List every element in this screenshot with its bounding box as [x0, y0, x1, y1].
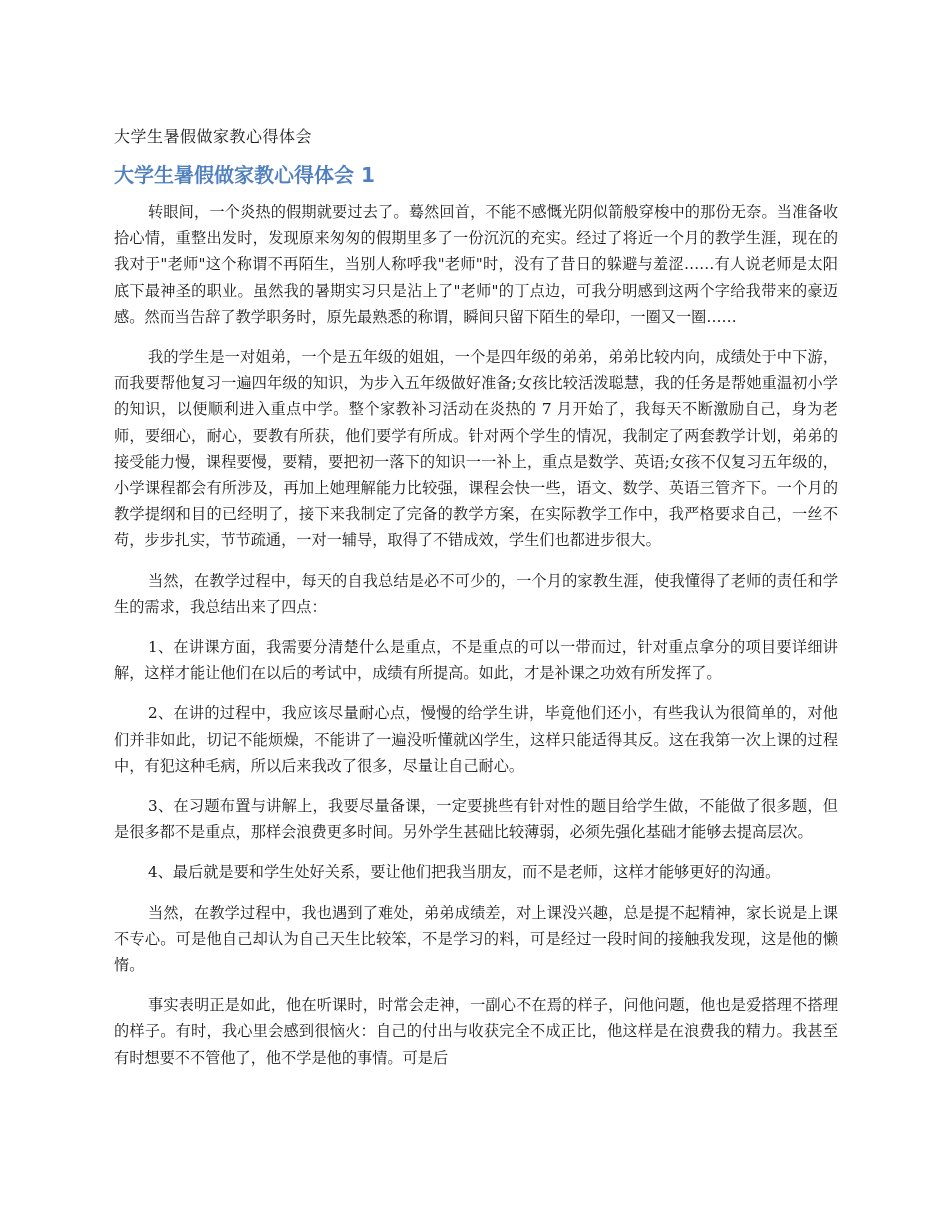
paragraph-intro: 转眼间，一个炎热的假期就要过去了。蓦然回首，不能不感慨光阴似箭般穿梭中的那份无奈。当准备收拾心情，重整出发时，发现原来匆匆的假期里多了一份沉沉的充实。经过了将近一个月的教学生涯，现在的我对于"老师"这个称谓不再陌生，当别人称呼我"老师"时，没有了昔日的躲避与羞涩……有人说老师是太阳底下最神圣的职业。虽然我的暑期实习只是沾上了"老师"的丁点边，可我分明感到这两个字给我带来的豪迈感。然而当告辞了教学职务时，原先最熟悉的称谓，瞬间只留下陌生的晕印，一圈又一圈……: [114, 203, 838, 326]
paragraph-difficulty: 当然，在教学过程中，我也遇到了难处，弟弟成绩差，对上课没兴趣，总是提不起精神，家长说是上课不专心。可是他自己却认为自己天生比较笨，不是学习的料，可是经过一段时间的接触我发现，这是他的懒惰。: [114, 903, 838, 975]
document-title: 大学生暑假做家教心得体会: [114, 127, 313, 146]
paragraph-point-4: 4、最后就是要和学生处好关系，要让他们把我当朋友，而不是老师，这样才能够更好的沟通。: [148, 863, 781, 882]
paragraph-point-3: 3、在习题布置与讲解上，我要尽量备课，一定要挑些有针对性的题目给学生做，不能做了很多题，但是很多都不是重点，那样会浪费更多时间。另外学生甚础比较薄弱，必须先强化基础才能够去提高层次。: [114, 797, 838, 842]
paragraph-point-2: 2、在讲的过程中，我应该尽量耐心点，慢慢的给学生讲，毕竟他们还小，有些我认为很简单的，对他们并非如此，切记不能烦燥，不能讲了一遍没听懂就凶学生，这样只能适得其反。这在我第一次上课的过程中，有犯这种毛病，所以后来我改了很多，尽量让自己耐心。: [114, 704, 838, 775]
paragraph-students: 我的学生是一对姐弟，一个是五年级的姐姐，一个是四年级的弟弟，弟弟比较内向，成绩处于中下游，而我要帮他复习一遍四年级的知识，为步入五年级做好准备;女孩比较活泼聪慧，我的任务是帮她重温初小学的知识，以便顺利进入重点中学。整个家教补习活动在炎热的 7 月开始了，我每天不断激励自己，身为老师，要细心，耐心，要教有所获，他们要学有所成。针对两个学生的情况，我制定了两套教学计划，弟弟的接受能力慢，课程要慢，要精，要把初一落下的知识一一补上，重点是数学、英语;女孩不仅复习五年级的，小学课程都会有所涉及，再加上她理解能力比较强，课程会快一些，语文、数学、英语三管齐下。一个月的教学提纲和目的已经明了，接下来我制定了完备的教学方案，在实际教学工作中，我严格要求自己，一丝不苟，步步扎实，节节疏通，一对一辅导，取得了不错成效，学生们也都进步很大。: [114, 348, 838, 550]
section-heading: 大学生暑假做家教心得体会 1: [114, 163, 375, 187]
paragraph-point-1: 1、在讲课方面，我需要分清楚什么是重点，不是重点的可以一带而过，针对重点拿分的项目要详细讲解，这样才能让他们在以后的考试中，成绩有所提高。如此，才是补课之功效有所发挥了。: [114, 638, 838, 683]
paragraph-summary-intro: 当然，在教学过程中，每天的自我总结是必不可少的，一个月的家教生涯，使我懂得了老师的责任和学生的需求，我总结出来了四点：: [114, 571, 838, 616]
document-page: [114, 118, 838, 1085]
paragraph-facts: 事实表明正是如此，他在听课时，时常会走神，一副心不在焉的样子，问他问题，他也是爱搭理不搭理的样子。有时，我心里会感到很恼火：自己的付出与收获完全不成正比，他这样是在浪费我的精力。我甚至有时想要不不管他了，他不学是他的事情。可是后: [114, 996, 838, 1067]
